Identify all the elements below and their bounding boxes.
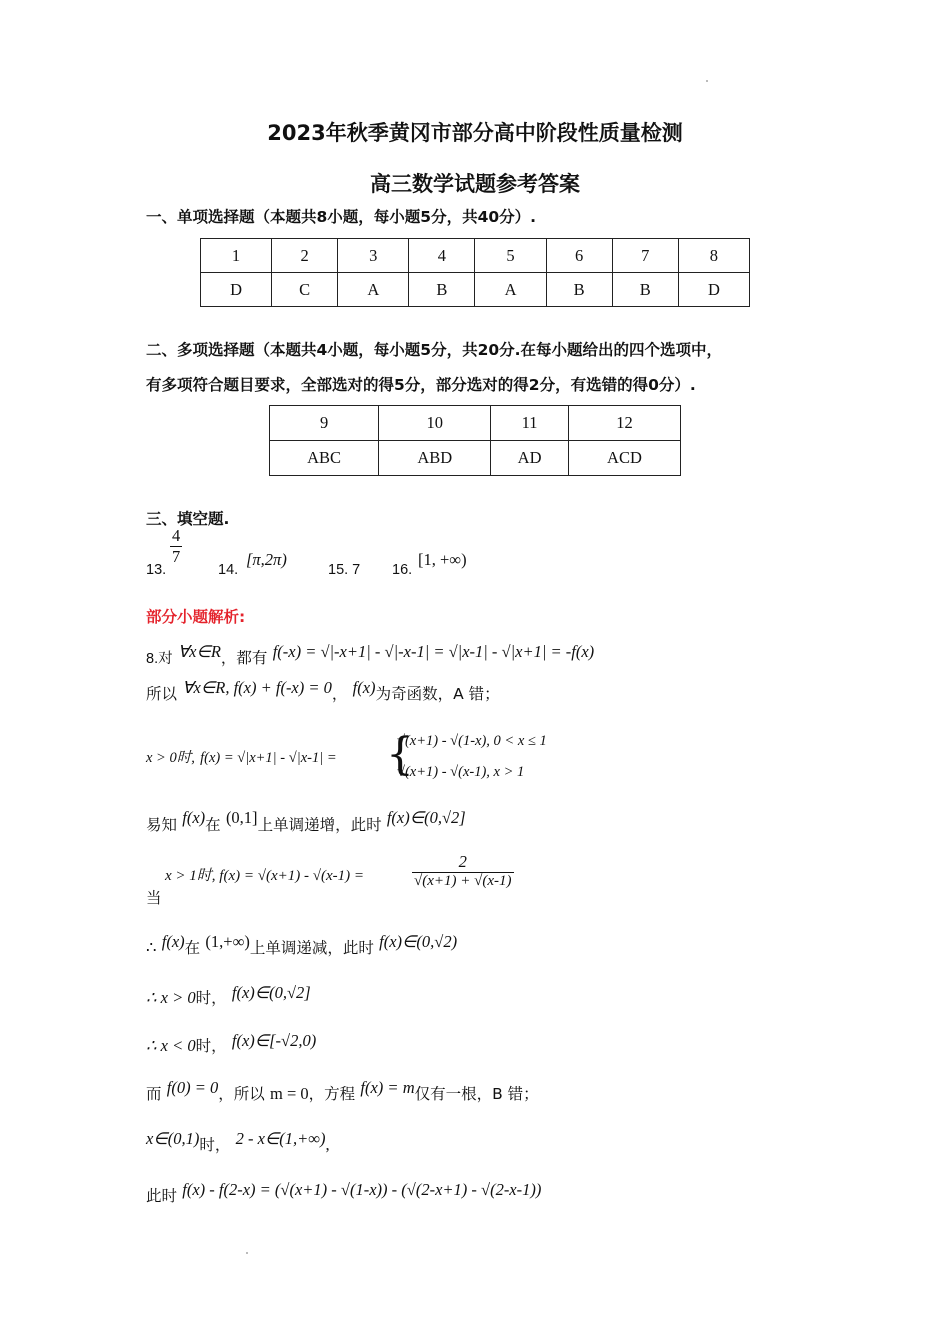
- analysis-l6-mid: 上单调递减，此时: [249, 939, 374, 957]
- analysis-l6-interval: (1,+∞): [205, 932, 250, 951]
- q14-answer: [π,2π): [246, 550, 287, 569]
- single-choice-question-number-5: 5: [475, 239, 546, 273]
- analysis-l11-formula: f(x) - f(2-x) = (√(x+1) - √(1-x)) - (√(2-x+1) - √(2-x-1)): [182, 1180, 542, 1199]
- single-choice-question-number-3: 3: [338, 239, 409, 273]
- analysis-line-1: [146, 642, 595, 668]
- analysis-l3-case1: √(x+1) - √(1-x), 0 < x ≤ 1: [397, 733, 547, 749]
- analysis-l5-numerator: 2: [458, 852, 467, 871]
- analysis-l5-dang: [146, 886, 162, 908]
- analysis-l6-range: f(x)∈(0,√2): [379, 932, 458, 951]
- analysis-l3-cond: x > 0时,: [146, 750, 195, 766]
- multi-choice-question-number-1: 9: [270, 406, 379, 441]
- single-choice-answer-7: B: [612, 273, 678, 307]
- analysis-l5-denominator: √(x+1) + √(x-1): [414, 873, 512, 889]
- q14-label: 14.: [218, 562, 239, 578]
- single-choice-answer-1: D: [201, 273, 272, 307]
- analysis-l6-fx: f(x): [161, 932, 185, 951]
- analysis-l5-fraction: [412, 852, 514, 890]
- section1-heading: 一、单项选择题（本题共8小题，每小题5分，共40分）.: [146, 208, 537, 226]
- analysis-l9-eq: f(x) = m: [360, 1078, 415, 1097]
- multi-choice-question-number-3: 11: [491, 406, 569, 441]
- q13-label: 13.: [146, 562, 167, 578]
- scan-speck: [706, 80, 708, 82]
- analysis-l4-range: f(x)∈(0,√2]: [386, 808, 466, 827]
- analysis-l4-in: 在: [205, 816, 221, 834]
- analysis-line-7: [146, 983, 311, 1008]
- analysis-l10-formula: 2 - x∈(1,+∞): [235, 1129, 326, 1148]
- analysis-l1-mid: ，都有: [220, 649, 268, 667]
- analysis-l4-prefix: 易知: [146, 816, 178, 834]
- single-choice-answer-8: D: [678, 273, 749, 307]
- analysis-l4-mid: 上单调递增，此时: [257, 816, 382, 834]
- analysis-line-6: [146, 932, 458, 958]
- multi-choice-question-number-2: 10: [379, 406, 491, 441]
- analysis-l10-cond: x∈(0,1): [146, 1129, 200, 1148]
- analysis-line-9: [146, 1078, 539, 1104]
- analysis-l9-m: m = 0: [270, 1084, 309, 1103]
- analysis-l4-interval: (0,1]: [225, 808, 258, 827]
- analysis-line-10: [146, 1127, 330, 1154]
- analysis-line-11: [146, 1180, 542, 1206]
- scan-speck: [246, 1252, 248, 1254]
- analysis-l6-in: 在: [184, 939, 201, 957]
- single-choice-answer-2: C: [272, 273, 338, 307]
- multi-choice-answer-table: [269, 405, 681, 476]
- q15-answer: 15. 7: [328, 562, 361, 578]
- analysis-line-2: 所以 ∀x∈R, f(x) + f(-x) = 0， f(x)为奇函数，A 错；: [146, 678, 500, 703]
- analysis-l1-forall: ∀x∈R: [177, 642, 221, 661]
- analysis-l8-shi: 时，: [195, 1037, 227, 1055]
- analysis-l7-shi: 时，: [195, 989, 227, 1007]
- analysis-l2-fx: f(x): [352, 678, 376, 697]
- analysis-l1-prefix: 8.对: [146, 651, 173, 667]
- analysis-l10-shi: 时，: [199, 1136, 231, 1154]
- analysis-l9-suffix: 仅有一根，B 错；: [414, 1085, 539, 1103]
- single-choice-question-number-7: 7: [612, 239, 678, 273]
- section2-heading-line1: 二、多项选择题（本题共4小题，每小题5分，共20分.在每小题给出的四个选项中，: [146, 341, 723, 359]
- analysis-l7-range: f(x)∈(0,√2]: [231, 983, 311, 1002]
- single-choice-question-number-8: 8: [678, 239, 749, 273]
- analysis-l4-fx: f(x): [182, 808, 206, 827]
- analysis-l5-dang-text: 当: [146, 889, 162, 907]
- multi-choice-answer-1: ABC: [270, 441, 379, 476]
- analysis-l8-cond: ∴ x < 0: [146, 1036, 196, 1055]
- analysis-line-4: [146, 808, 466, 835]
- document-subtitle: 高三数学试题参考答案: [370, 172, 580, 196]
- multi-choice-answer-2: ABD: [379, 441, 491, 476]
- analysis-heading: 部分小题解析:: [146, 608, 246, 626]
- q16-answer: [1, +∞): [418, 550, 467, 569]
- analysis-l5-formula: x > 1时, f(x) = √(x+1) - √(x-1) =: [165, 868, 364, 884]
- analysis-l3-case2: √(x+1) - √(x-1), x > 1: [397, 764, 525, 780]
- analysis-l7-cond: ∴ x > 0: [146, 988, 196, 1007]
- q13-denominator: 7: [172, 547, 181, 566]
- single-choice-question-number-6: 6: [546, 239, 612, 273]
- single-choice-answer-table: [200, 238, 750, 307]
- document-title: 2023年秋季黄冈市部分高中阶段性质量检测: [267, 121, 683, 145]
- analysis-l9-er: 而: [146, 1085, 162, 1103]
- section3-heading: 三、填空题.: [146, 510, 230, 528]
- piecewise-brace: {: [386, 729, 414, 780]
- analysis-l3-formula: f(x) = √|x+1| - √|x-1| =: [200, 750, 337, 766]
- analysis-l6-prefix: ∴: [146, 938, 157, 957]
- q13-fraction: [170, 526, 182, 567]
- q13-numerator: 4: [172, 526, 181, 545]
- single-choice-answer-5: A: [475, 273, 546, 307]
- analysis-l10-end: ,: [325, 1135, 330, 1154]
- analysis-l2-suffix: 为奇函数，A 错；: [375, 685, 500, 703]
- single-choice-answer-6: B: [546, 273, 612, 307]
- analysis-l1-formula: f(-x) = √|-x+1| - √|-x-1| = √|x-1| - √|x+1| = -f(x): [272, 642, 595, 661]
- single-choice-answer-4: B: [409, 273, 475, 307]
- analysis-l8-range: f(x)∈[-√2,0): [231, 1031, 317, 1050]
- analysis-line-8: [146, 1031, 317, 1056]
- multi-choice-question-number-4: 12: [568, 406, 680, 441]
- analysis-l11-prefix: 此时: [146, 1187, 178, 1205]
- single-choice-question-number-1: 1: [201, 239, 272, 273]
- analysis-l9-mid2: ，方程: [308, 1085, 356, 1103]
- analysis-l2-prefix: 所以: [146, 685, 178, 703]
- single-choice-answer-3: A: [338, 273, 409, 307]
- single-choice-question-number-4: 4: [409, 239, 475, 273]
- single-choice-question-number-2: 2: [272, 239, 338, 273]
- q16-label: 16.: [392, 562, 413, 578]
- section2-heading-line2: 有多项符合题目要求，全部选对的得5分，部分选对的得2分，有选错的得0分）.: [146, 376, 696, 394]
- analysis-l2-formula: ∀x∈R, f(x) + f(-x) = 0: [182, 678, 332, 697]
- multi-choice-answer-4: ACD: [568, 441, 680, 476]
- analysis-l9-f0: f(0) = 0: [166, 1078, 219, 1097]
- multi-choice-answer-3: AD: [491, 441, 569, 476]
- analysis-l9-mid: ，所以: [218, 1085, 265, 1103]
- analysis-line-3: [146, 746, 337, 767]
